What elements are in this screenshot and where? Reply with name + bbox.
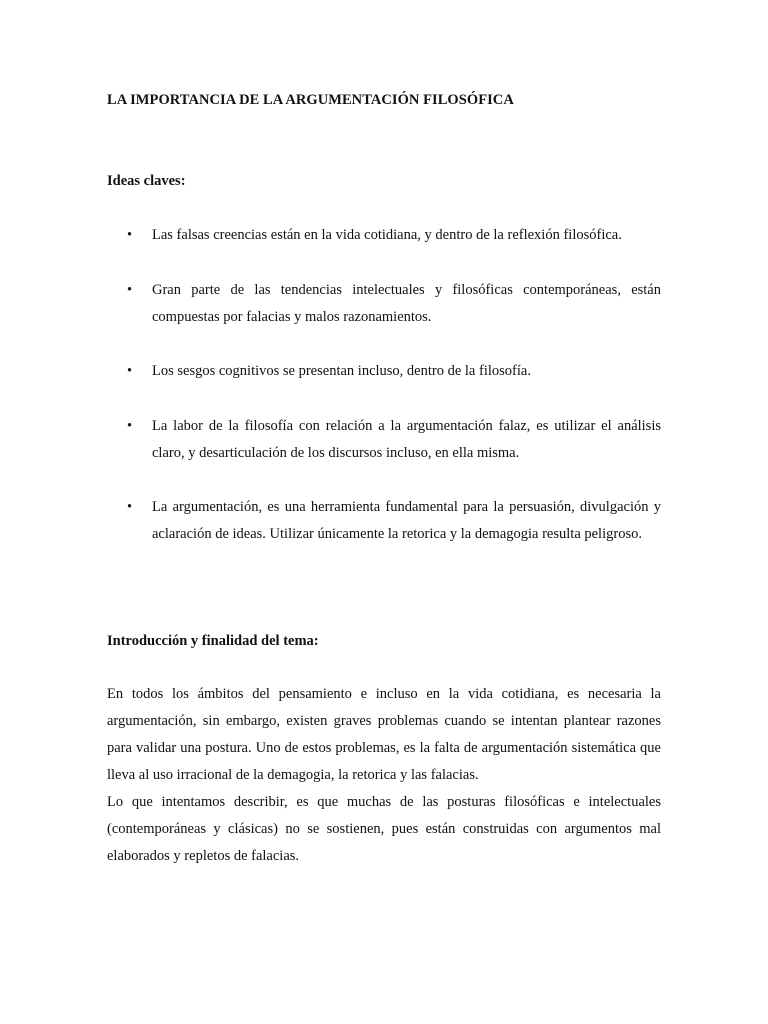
body-paragraph: Lo que intentamos describir, es que muchas de las posturas filosóficas e intelectuales (contemporáneas y clásicas) no se sostienen, pues están construidas con argumentos mal elaborados y repletos de falacias. xyxy=(107,794,661,864)
bullet-icon: • xyxy=(127,499,133,515)
body-paragraph: En todos los ámbitos del pensamiento e incluso en la vida cotidiana, es necesaria la argumentación, sin embargo, existen graves problemas cuando se intentan plantear razones para validar una postura. Uno de estos problemas, es la falta de argumentación sistemática que lleva al uso irracional de la demagogia, la retorica y las falacias. xyxy=(107,686,661,783)
bullet-text: Gran parte de las tendencias intelectuales y filosóficas contemporáneas, están compuestas por falacias y malos razonamientos. xyxy=(152,282,661,325)
bullet-icon: • xyxy=(127,282,133,298)
bullet-text: Los sesgos cognitivos se presentan incluso, dentro de la filosofía. xyxy=(152,363,531,379)
bullet-text: La labor de la filosofía con relación a la argumentación falaz, es utilizar el análisis claro, y desarticulación de los discursos incluso, en ella misma. xyxy=(152,418,661,461)
document-title: LA IMPORTANCIA DE LA ARGUMENTACIÓN FILOSÓFICA xyxy=(107,92,514,108)
intro-heading: Introducción y finalidad del tema: xyxy=(107,633,319,649)
bullet-icon: • xyxy=(127,363,133,379)
bullet-icon: • xyxy=(127,227,133,243)
bullet-text: Las falsas creencias están en la vida cotidiana, y dentro de la reflexión filosófica. xyxy=(152,227,622,243)
ideas-heading: Ideas claves: xyxy=(107,173,186,189)
bullet-text: La argumentación, es una herramienta fundamental para la persuasión, divulgación y aclaración de ideas. Utilizar únicamente la retorica y la demagogia resulta peligroso. xyxy=(152,499,661,542)
bullet-icon: • xyxy=(127,418,133,434)
